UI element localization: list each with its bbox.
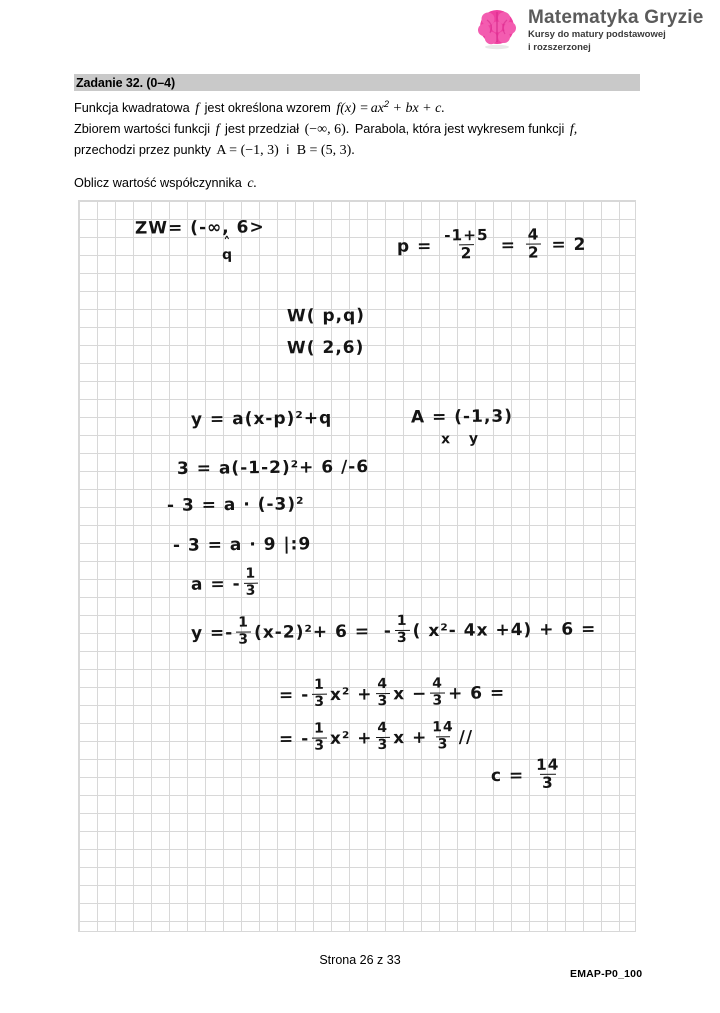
handwriting-p-line — [396, 225, 587, 264]
task-line4-symbol-c: c. — [247, 176, 258, 192]
handwriting-final-answer — [490, 755, 565, 793]
task-heading-bar — [74, 74, 640, 91]
hw-expand-part1: (x-2)²+ 6 = — [253, 621, 371, 643]
hw-step2-x2: x² + — [329, 684, 373, 706]
task-line-1 — [74, 94, 654, 119]
hw-expand-coef1-num: 1 — [238, 614, 249, 631]
task-line1-formula-rest: + bx + c. — [392, 101, 445, 117]
hw-step2-equals: = - — [278, 685, 310, 706]
task-line3-point-b: B = (5, 3). — [296, 143, 355, 159]
task-line2-text-a: Zbiorem wartości funkcji — [74, 122, 211, 137]
hw-step3-coef-den: 3 — [314, 737, 326, 754]
hw-a-label: a = - — [190, 574, 241, 595]
footer-page-number: Strona 26 z 33 — [319, 953, 401, 967]
handwriting-a-value — [190, 565, 262, 601]
task-line4-text: Oblicz wartość współczynnika — [74, 176, 242, 191]
hw-step3-frac3-den: 3 — [437, 736, 449, 753]
hw-zw-q: q — [221, 246, 233, 264]
hw-step2-coef-num: 1 — [314, 676, 325, 693]
hw-step3-frac2-den: 3 — [377, 736, 389, 753]
hw-answer-denominator: 3 — [541, 774, 554, 793]
hw-expand-coef2 — [395, 612, 410, 646]
brand-subtitle-line1: Kursy do matury podstawowej — [528, 29, 666, 40]
brain-icon — [474, 6, 520, 52]
hw-step2-frac3-num: 4 — [432, 675, 444, 692]
hw-answer-label: c = — [490, 765, 525, 787]
hw-zw-caret: ˄ — [223, 234, 231, 252]
hw-step3-coef-num: 1 — [314, 720, 325, 737]
brand-title: Matematyka Gryzie — [528, 7, 704, 28]
handwriting-vertex-value: W( 2,6) — [286, 337, 365, 359]
task-line2-symbol-f2: f, — [569, 122, 578, 138]
hw-expand-part2: ( x²- 4x +4) + 6 = — [412, 619, 597, 642]
hw-p-denominator: 2 — [460, 244, 473, 263]
hw-p-result-numerator: 4 — [527, 225, 540, 244]
handwriting-zw-line — [135, 217, 265, 238]
task-body — [74, 94, 654, 194]
task-line1-formula-a: ax — [370, 101, 384, 117]
hw-step2-x: x − — [393, 684, 428, 705]
answer-grid-area[interactable] — [78, 200, 636, 932]
hw-p-equals-2: = — [551, 235, 567, 256]
task-line1-text-a: Funkcja kwadratowa — [74, 101, 190, 116]
hw-p-result-fraction — [526, 227, 542, 261]
brand-text-block — [528, 6, 704, 54]
hw-a-fraction — [243, 565, 258, 599]
hw-p-result-denominator: 2 — [527, 243, 540, 262]
task-line3-point-a: A = (−1, 3) — [216, 143, 279, 159]
footer-document-code: EMAP-P0_100 — [570, 968, 643, 980]
handwriting-step-3 — [278, 719, 474, 755]
task-line1-formula-exponent: 2 — [383, 99, 389, 109]
task-line2-interval: (−∞, 6). — [304, 122, 350, 138]
hw-answer-fraction — [534, 755, 562, 793]
hw-a-numerator: 1 — [245, 565, 257, 582]
hw-step2-coef-den: 3 — [314, 693, 326, 710]
handwriting-substitution-1: 3 = a(-1-2)²+ 6 /-6 — [176, 456, 370, 480]
hw-step2-frac2-den: 3 — [377, 692, 389, 710]
hw-step3-frac3 — [430, 721, 456, 752]
task-line1-text-b: jest określona wzorem — [204, 101, 331, 116]
hw-zw-value: (-∞, 6> — [190, 217, 265, 239]
hw-step2-frac2 — [375, 678, 390, 709]
handwriting-point-a: A = (-1,3) — [410, 406, 514, 428]
hw-p-equals-1: = — [500, 235, 516, 256]
hw-expand-coef1 — [236, 616, 251, 647]
hw-step3-x2: x² + — [329, 728, 373, 749]
hw-p-result: 2 — [573, 234, 587, 255]
hw-zw-label: ZW= — [134, 218, 184, 239]
hw-step2-frac3 — [430, 677, 445, 708]
brand-header — [474, 6, 714, 62]
handwriting-substitution-2: - 3 = a · (-3)² — [166, 494, 305, 516]
task-line-4 — [74, 173, 654, 194]
handwriting-point-a-annotation: x y — [440, 430, 486, 448]
task-line2-symbol-f: f — [215, 122, 220, 138]
task-line2-text-c: Parabola, która jest wykresem funkcji — [354, 122, 565, 137]
hw-p-numerator: -1+5 — [444, 226, 489, 245]
hw-expand-coef2-num: 1 — [396, 612, 408, 629]
handwriting-expansion-line: y =- $\frac{1}{3}$ (x-2)²+ 6 = - $\frac{1}{3}$ ( x²- 4x +4) + 6 = — [190, 612, 597, 648]
handwriting-step-2 — [278, 675, 506, 711]
hw-a-denominator: 3 — [245, 582, 257, 599]
hw-answer-numerator: 14 — [535, 755, 560, 774]
hw-step2-tail: + 6 = — [447, 683, 506, 704]
hw-p-label: p = — [396, 236, 433, 257]
handwriting-zw-annotation — [219, 234, 235, 264]
brand-subtitle-line2: i rozszerzonej — [528, 42, 591, 53]
handwriting-vertex-form: y = a(x-p)²+q — [190, 408, 333, 430]
hw-step3-equals: = - — [278, 729, 310, 750]
hw-expand-coef2-den: 3 — [396, 629, 408, 646]
task-line2-text-b: jest przedział — [225, 122, 300, 137]
handwriting-vertex-generic: W( p,q) — [286, 305, 366, 327]
hw-step3-coef — [312, 720, 327, 754]
hw-step3-end: // — [458, 727, 474, 748]
hw-step2-coef — [312, 676, 327, 710]
hw-step3-frac2 — [375, 719, 390, 753]
hw-expand-coef1-den: 3 — [238, 631, 250, 648]
hw-step3-frac3-num: 14 — [432, 719, 454, 736]
hw-step2-frac3-den: 3 — [432, 692, 444, 709]
hw-p-fraction — [442, 228, 491, 262]
hw-step3-x: x + — [393, 727, 428, 749]
hw-step3-frac2-num: 4 — [377, 719, 389, 736]
hw-expand-y: y = — [190, 623, 226, 644]
task-line-3 — [74, 140, 654, 161]
task-heading-label: Zadanie 32. (0–4) — [76, 75, 176, 90]
task-line3-conjunction: i — [286, 143, 290, 158]
task-line3-text-a: przechodzi przez punkty — [74, 143, 211, 158]
task-line1-symbol-f: f — [195, 101, 200, 117]
handwriting-substitution-3: - 3 = a · 9 |:9 — [172, 534, 312, 556]
task-line1-formula-fx: f(x) = — [336, 101, 369, 117]
hw-step2-frac2-num: 4 — [377, 676, 389, 693]
task-line-2 — [74, 119, 654, 140]
